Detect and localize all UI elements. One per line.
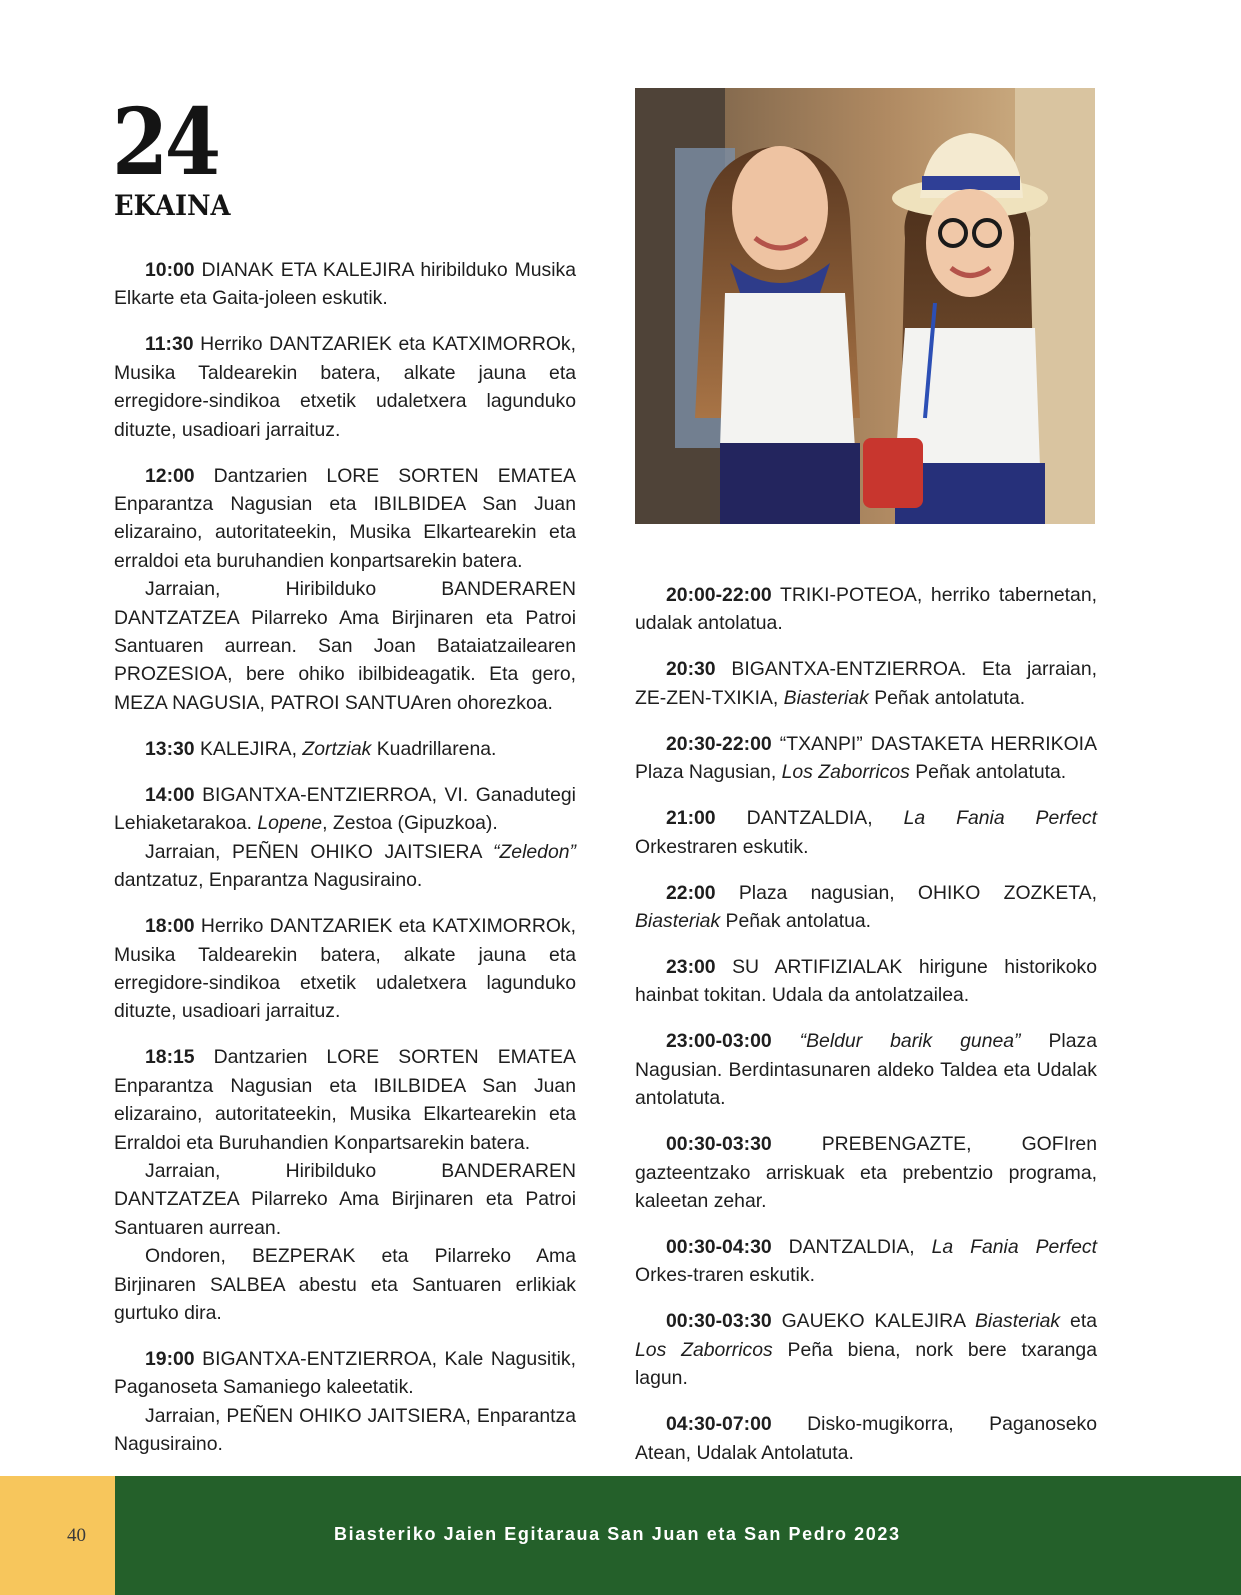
schedule-paragraph	[635, 581, 1097, 638]
event-time: 23:00	[666, 956, 716, 979]
schedule-entry	[635, 1410, 1097, 1467]
schedule-entry	[635, 804, 1097, 861]
festival-photo	[635, 88, 1095, 524]
event-name-italic: Biasteriak	[783, 686, 869, 709]
event-text: Herriko DANTZARIEK eta KATXIMORROk, Musika Taldearekin batera, alkate jauna eta erregidore-sindikoa etxetik udaletxera lagunduko dituzte, usadioari jarraituz.	[114, 915, 576, 1023]
schedule-paragraph	[635, 879, 1097, 936]
event-name-italic: Biasteriak	[635, 910, 721, 933]
event-name-italic: Zortziak	[302, 737, 372, 760]
schedule-paragraph	[635, 1233, 1097, 1290]
schedule-entry	[635, 879, 1097, 936]
event-name-italic: “Zeledon”	[493, 840, 576, 863]
schedule-column-right	[635, 581, 1097, 1485]
schedule-entry	[635, 655, 1097, 712]
schedule-entry	[114, 1345, 576, 1459]
event-time: 23:00-03:00	[666, 1030, 772, 1053]
schedule-entry	[635, 1307, 1097, 1392]
event-name-italic: La Fania Perfect	[931, 1236, 1097, 1259]
schedule-entry	[635, 1233, 1097, 1290]
event-time: 20:00-22:00	[666, 584, 772, 606]
event-text: Herriko DANTZARIEK eta KATXIMORROk, Musika Taldearekin batera, alkate jauna eta erregidore-sindikoa etxetik udaletxera lagunduko dituzte, usadioari jarraituz.	[114, 333, 576, 441]
event-text: SU ARTIFIZIALAK hirigune historikoko hainbat tokitan. Udala da antolatzailea.	[635, 956, 1097, 1007]
schedule-entry	[635, 1027, 1097, 1112]
event-text: Jarraian, Hiribilduko BANDERAREN DANTZATZEA Pilarreko Ama Birjinaren eta Patroi Santuaren aurrean. San Joan Bataiatzailearen PROZESIOA, bere ohiko ibilbideagatik. Eta gero, MEZA NAGUSIA, PATROI SANTUAren ohorezkoa.	[114, 578, 576, 714]
event-time: 13:30	[145, 737, 195, 760]
event-time: 19:00	[145, 1347, 195, 1370]
schedule-paragraph	[114, 735, 576, 763]
schedule-paragraph	[635, 1130, 1097, 1215]
event-text: Peña biena, nork bere txaranga lagun.	[635, 1338, 1098, 1390]
event-time: 04:30-07:00	[666, 1413, 772, 1436]
event-time: 00:30-03:30	[666, 1310, 772, 1333]
schedule-paragraph	[114, 1402, 576, 1459]
schedule-paragraph	[114, 330, 576, 444]
schedule-entry	[114, 330, 576, 444]
event-time: 00:30-03:30	[666, 1133, 772, 1156]
schedule-paragraph	[114, 575, 576, 717]
schedule-paragraph	[635, 1410, 1097, 1467]
schedule-entry	[114, 781, 576, 895]
event-text: Jarraian, Hiribilduko BANDERAREN DANTZATZEA Pilarreko Ama Birjinaren eta Patroi Santuaren aurrean.	[114, 1159, 576, 1239]
event-time: 00:30-04:30	[666, 1236, 772, 1259]
schedule-entry	[114, 256, 576, 313]
schedule-paragraph	[635, 804, 1097, 861]
event-time: 18:15	[145, 1046, 195, 1069]
schedule-entry	[114, 1043, 576, 1327]
event-name-italic: Los Zaborricos	[781, 761, 910, 784]
schedule-entry	[114, 912, 576, 1026]
event-name-italic: Lopene	[257, 812, 323, 835]
event-text: eta	[1060, 1310, 1097, 1333]
event-text: “TXANPI” DASTAKETA HERRIKOIA Plaza Nagusian,	[635, 732, 1097, 784]
event-text: DIANAK ETA KALEJIRA hiribilduko Musika Elkarte eta Gaita-joleen eskutik.	[114, 259, 576, 310]
page-number: 40	[67, 1525, 86, 1546]
event-text: Dantzarien LORE SORTEN EMATEA Enparantza Nagusian eta IBILBIDEA San Juan elizaraino, autoritateekin, Musika Elkartearekin eta erraldoi eta buruhandien konpartsarekin batera.	[114, 464, 576, 572]
event-time: 10:00	[145, 259, 195, 281]
footer-title: Biasteriko Jaien Egitaraua San Juan eta San Pedro 2023	[334, 1524, 901, 1544]
schedule-paragraph	[114, 462, 576, 576]
event-text: Orkes-traren eskutik.	[635, 1264, 815, 1287]
event-text: BIGANTXA-ENTZIERROA. Eta jarraian, ZE-ZEN-TXIKIA,	[635, 658, 1097, 709]
event-time: 12:00	[145, 464, 195, 487]
schedule-paragraph	[114, 1043, 576, 1157]
footer-accent	[0, 1476, 115, 1595]
event-name-italic: Biasteriak	[974, 1310, 1061, 1333]
event-time: 20:30	[666, 658, 716, 681]
schedule-entry	[635, 581, 1097, 638]
event-text	[772, 1030, 800, 1052]
schedule-entry	[635, 730, 1097, 787]
event-text: , Zestoa (Gipuzkoa).	[322, 812, 498, 835]
event-text: Ondoren, BEZPERAK eta Pilarreko Ama Birjinaren SALBEA abestu eta Santuaren erlikiak gurtuko dira.	[114, 1245, 576, 1324]
schedule-paragraph	[635, 730, 1097, 787]
event-text: Orkestraren eskutik.	[635, 835, 809, 858]
event-text: Plaza Nagusian. Berdintasunaren aldeko Taldea eta Udalak antolatuta.	[635, 1030, 1097, 1110]
schedule-paragraph	[635, 1307, 1097, 1392]
event-text: PREBENGAZTE, GOFIren gazteentzako arriskuak eta prebentzio programa, kaleetan zehar.	[635, 1133, 1097, 1213]
schedule-paragraph	[114, 781, 576, 838]
event-text: BIGANTXA-ENTZIERROA, VI. Ganadutegi Lehiaketarakoa.	[114, 783, 576, 835]
event-text: Plaza nagusian, OHIKO ZOZKETA,	[715, 881, 1097, 904]
schedule-paragraph	[114, 1345, 576, 1402]
schedule-paragraph	[635, 953, 1097, 1010]
event-time: 14:00	[145, 783, 195, 806]
event-name-italic: La Fania Perfect	[903, 807, 1097, 830]
event-time: 18:00	[145, 915, 195, 938]
event-text: Disko-mugikorra, Paganoseko Atean, Udalak Antolatuta.	[635, 1413, 1097, 1464]
event-name-italic: “Beldur barik gunea”	[799, 1030, 1021, 1053]
schedule-column-left	[114, 256, 576, 1476]
event-text: Peñak antolatuta.	[909, 761, 1067, 784]
event-text: dantzatuz, Enparantza Nagusiraino.	[114, 869, 423, 892]
event-text: BIGANTXA-ENTZIERROA, Kale Nagusitik, Paganoseta Samaniego kaleetatik.	[114, 1347, 576, 1399]
event-text: Peñak antolatua.	[720, 910, 872, 933]
event-text: Kuadrillarena.	[371, 737, 497, 760]
event-text: KALEJIRA,	[194, 737, 303, 760]
event-text: Dantzarien LORE SORTEN EMATEA Enparantza Nagusian eta IBILBIDEA San Juan elizaraino, autoritateekin, Musika Elkartearekin eta Erraldoi eta Buruhandien Konpartsarekin batera.	[114, 1046, 576, 1154]
schedule-entry	[635, 1130, 1097, 1215]
schedule-paragraph	[114, 1242, 576, 1327]
event-name-italic: Los Zaborricos	[635, 1338, 773, 1361]
schedule-entry	[114, 462, 576, 718]
event-text: TRIKI-POTEOA, herriko tabernetan, udalak antolatua.	[635, 584, 1097, 635]
schedule-paragraph	[114, 912, 576, 1026]
page-heading-month: EKAINA	[114, 189, 231, 222]
schedule-entry	[114, 735, 576, 763]
event-text: Peñak antolatuta.	[868, 686, 1026, 709]
event-text: DANTZALDIA,	[771, 1236, 932, 1259]
schedule-paragraph	[114, 838, 576, 895]
schedule-paragraph	[635, 655, 1097, 712]
event-time: 22:00	[666, 881, 716, 904]
event-text: Jarraian, PEÑEN OHIKO JAITSIERA, Enparantza Nagusiraino.	[114, 1404, 576, 1456]
event-text: GAUEKO KALEJIRA	[771, 1310, 975, 1333]
event-time: 20:30-22:00	[666, 732, 772, 755]
schedule-entry	[635, 953, 1097, 1010]
event-text: Jarraian, PEÑEN OHIKO JAITSIERA	[145, 840, 493, 863]
schedule-paragraph	[635, 1027, 1097, 1112]
page-heading-day: 24	[112, 88, 218, 196]
schedule-paragraph	[114, 256, 576, 313]
event-text: DANTZALDIA,	[715, 807, 904, 830]
event-time: 21:00	[666, 807, 716, 830]
event-time: 11:30	[145, 333, 194, 356]
schedule-paragraph	[114, 1157, 576, 1242]
